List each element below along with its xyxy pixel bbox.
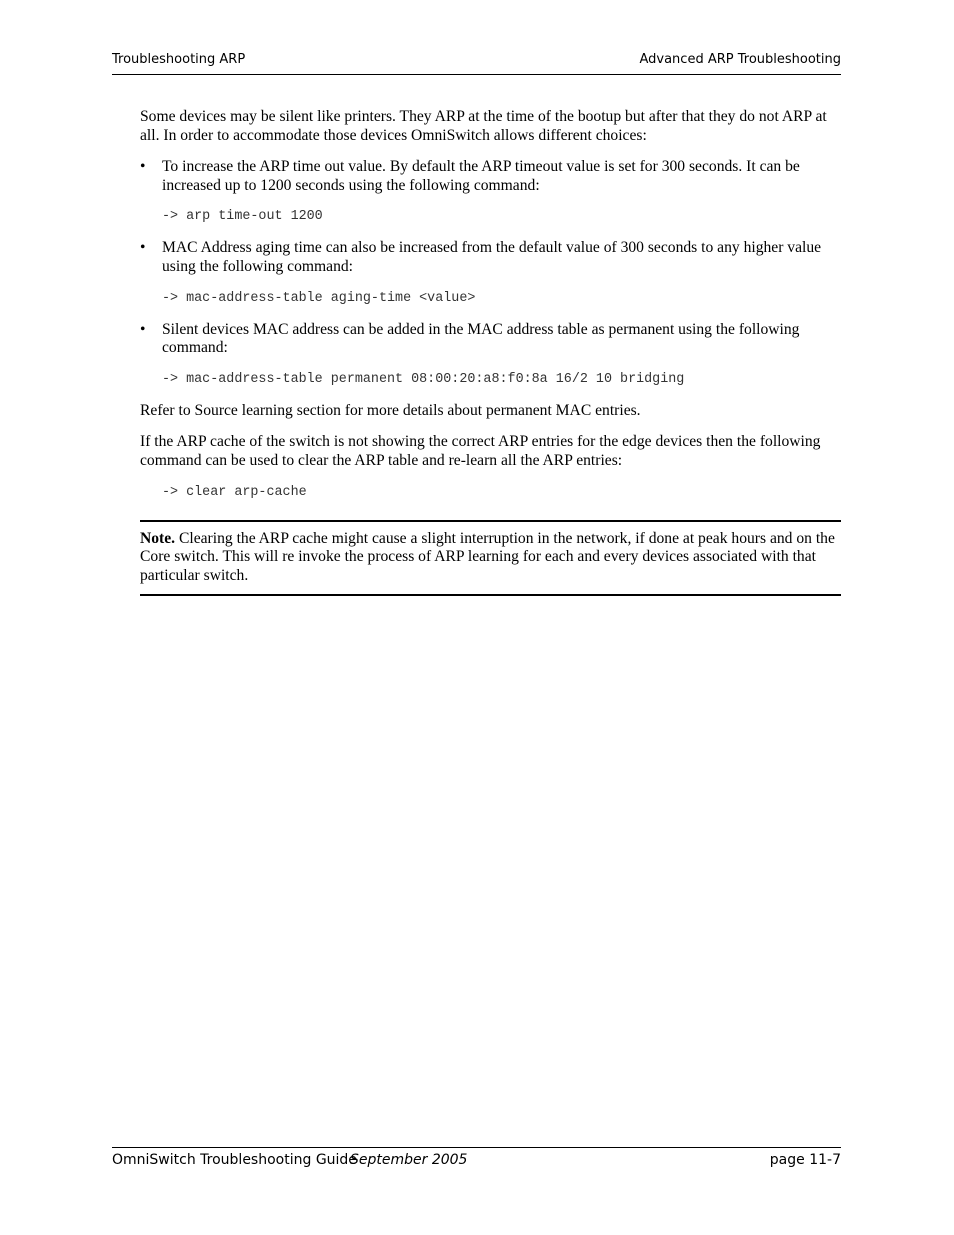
intro-paragraph: Some devices may be silent like printers. They ARP at the time of the bootup but after that they do not ARP at all. In order to accommodate those devices OmniSwitch allows different choices:: [140, 108, 827, 144]
page-header: [112, 50, 841, 75]
bullet-dot-icon: •: [140, 158, 146, 176]
bullet-text: Silent devices MAC address can be added in the MAC address table as permanent using the following command:: [162, 320, 800, 357]
main-content: [140, 108, 841, 596]
header-chapter-title: Troubleshooting ARP: [112, 52, 246, 67]
code-arp-timeout: -> arp time-out 1200: [162, 209, 323, 225]
bullet-dot-icon: •: [140, 239, 146, 257]
footer-date: September 2005: [350, 1152, 468, 1168]
code-clear-arp-cache: -> clear arp-cache: [162, 484, 307, 500]
code-mac-permanent: -> mac-address-table permanent 08:00:20:a8:f0:8a 16/2 10 bridging: [162, 371, 685, 387]
refer-paragraph: Refer to Source learning section for more details about permanent MAC entries.: [140, 401, 641, 419]
clear-cache-paragraph: If the ARP cache of the switch is not showing the correct ARP entries for the edge devices then the following command can be used to clear the ARP table and re-learn all the ARP entries:: [140, 433, 821, 469]
header-section-title: Advanced ARP Troubleshooting: [639, 52, 841, 67]
bullet-item-mac-permanent: [140, 321, 841, 358]
bullet-text: To increase the ARP time out value. By default the ARP timeout value is set for 300 seconds. It can be increased up to 1200 seconds using the following command:: [162, 158, 800, 194]
bullet-dot-icon: •: [140, 320, 146, 338]
bullet-item-mac-aging: [140, 239, 841, 276]
footer-guide-title: OmniSwitch Troubleshooting Guide: [112, 1152, 357, 1168]
bullet-item-arp-timeout: [140, 158, 841, 195]
bullet-text: MAC Address aging time can also be increased from the default value of 300 seconds to any higher value using the following command:: [162, 239, 822, 275]
note-box: [140, 520, 841, 597]
code-mac-aging: -> mac-address-table aging-time <value>: [162, 290, 476, 306]
page-footer: [112, 1147, 841, 1168]
footer-page-number: page 11-7: [769, 1152, 841, 1168]
note-text: Clearing the ARP cache might cause a slight interruption in the network, if done at peak hours and on the Core switch. This will re invoke the process of ARP learning for each and every devices associated with that particular switch.: [140, 529, 835, 584]
note-label: Note.: [140, 529, 176, 547]
